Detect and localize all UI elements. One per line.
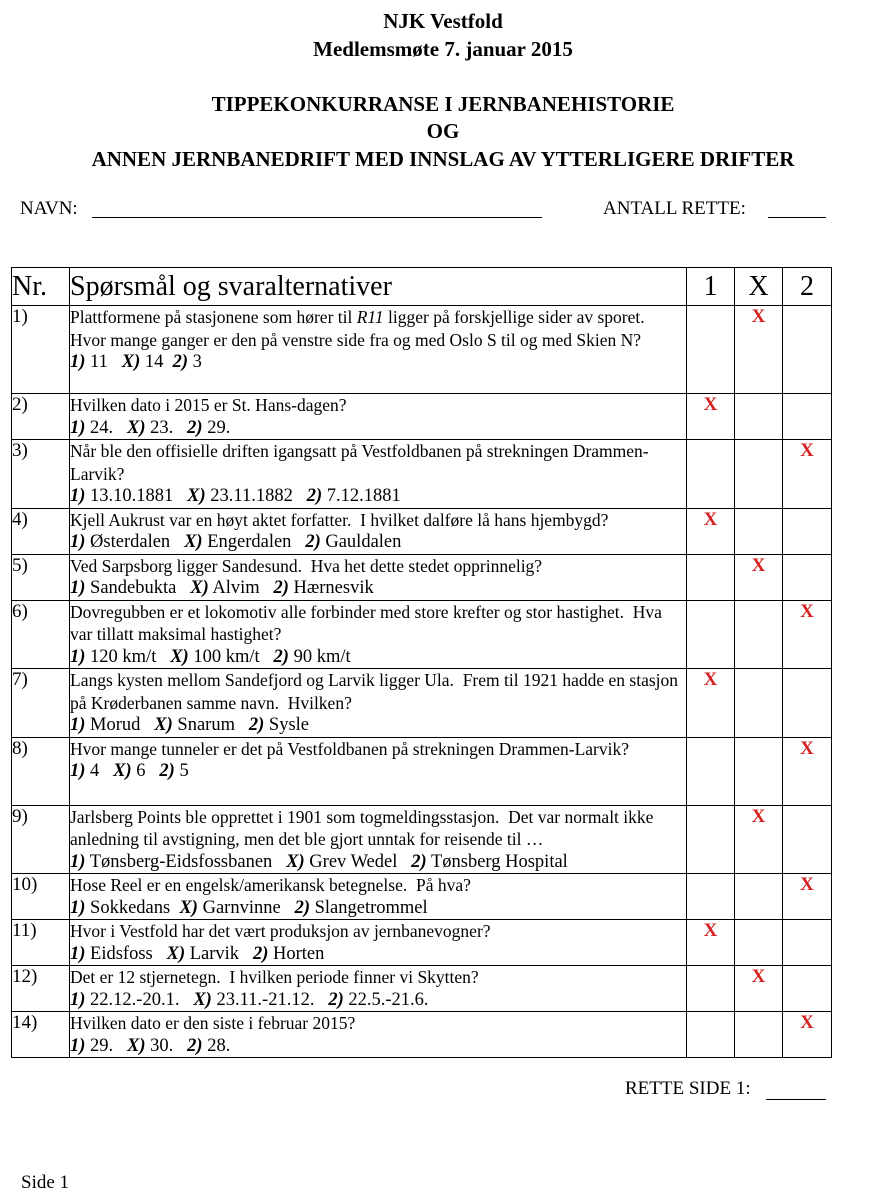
answer-box-x[interactable] — [735, 920, 783, 966]
answer-options: 1) 29. X) 30. 2) 28. — [70, 1035, 231, 1056]
question-cell — [70, 394, 687, 440]
answer-box-2[interactable] — [783, 508, 832, 554]
question-cell — [70, 600, 687, 669]
answer-box-1[interactable] — [687, 874, 735, 920]
answer-box-x[interactable] — [735, 874, 783, 920]
table-row — [12, 920, 832, 966]
question-number: 12) — [12, 966, 70, 1012]
table-row — [12, 600, 832, 669]
answer-box-2[interactable] — [783, 669, 832, 738]
question-text: Jarlsberg Points ble opprettet i 1901 som togmeldingsstasjon. Det var normalt ikke anledning til avstigning, men det ble gjort unntak for reisende til … — [70, 806, 654, 849]
score-label: ANTALL RETTE: — [603, 198, 746, 219]
answer-box-2[interactable] — [783, 600, 832, 669]
header-nr: Nr. — [12, 268, 70, 306]
question-number: 7) — [12, 669, 70, 738]
question-text: Ved Sarpsborg ligger Sandesund. Hva het dette stedet opprinnelig? — [70, 555, 543, 576]
selected-answer-mark: X — [800, 600, 814, 622]
answer-box-1[interactable] — [687, 805, 735, 874]
answer-options: 1) Eidsfoss X) Larvik 2) Horten — [70, 943, 325, 964]
answer-options: 1) Tønsberg-Eidsfossbanen X) Grev Wedel 2) Tønsberg Hospital — [70, 851, 568, 872]
answer-options: 1) Sandebukta X) Alvim 2) Hærnesvik — [70, 578, 374, 598]
question-cell — [70, 737, 687, 805]
answer-options: 1) 120 km/t X) 100 km/t 2) 90 km/t — [70, 646, 351, 667]
question-text: Det er 12 stjernetegn. I hvilken periode finner vi Skytten? — [70, 967, 479, 987]
table-header-row — [12, 268, 832, 306]
answer-options: 1) Østerdalen X) Engerdalen 2) Gauldalen — [70, 532, 402, 552]
answer-box-2[interactable] — [783, 966, 832, 1012]
question-number: 3) — [12, 440, 70, 509]
answer-box-x[interactable] — [735, 1012, 783, 1058]
question-text: Hvor mange tunneler er det på Vestfoldbanen på strekningen Drammen-Larvik? — [70, 738, 629, 759]
organization-title: NJK Vestfold — [383, 9, 503, 33]
answer-box-x[interactable] — [735, 966, 783, 1012]
answer-options: 1) 13.10.1881 X) 23.11.1882 2) 7.12.1881 — [70, 486, 401, 506]
table-row — [12, 1012, 832, 1058]
page-number: Side 1 — [21, 1172, 70, 1193]
answer-box-2[interactable] — [783, 805, 832, 874]
question-text: Langs kysten mellom Sandefjord og Larvik ligger Ula. Frem til 1921 hadde en stasjon på Krøderbanen samme navn. Hvilken? — [70, 670, 679, 713]
header-option-1: 1 — [687, 268, 735, 306]
answer-box-2[interactable] — [783, 920, 832, 966]
question-text: Hvilken dato er den siste i februar 2015? — [70, 1013, 356, 1033]
answer-box-1[interactable] — [687, 669, 735, 738]
selected-answer-mark: X — [751, 966, 766, 987]
answer-box-2[interactable] — [783, 874, 832, 920]
answer-box-x[interactable] — [735, 306, 783, 394]
meeting-subtitle: Medlemsmøte 7. januar 2015 — [313, 37, 573, 61]
question-cell — [70, 306, 687, 394]
answer-box-2[interactable] — [783, 1012, 832, 1058]
question-cell — [70, 554, 687, 600]
answer-box-1[interactable] — [687, 737, 735, 805]
page-score-field[interactable] — [766, 1098, 826, 1100]
question-number: 14) — [12, 1012, 70, 1058]
question-number: 5) — [12, 554, 70, 600]
answer-box-x[interactable] — [735, 508, 783, 554]
selected-answer-mark: X — [703, 920, 718, 941]
header-option-x: X — [735, 268, 783, 306]
question-text: Dovregubben er et lokomotiv alle forbinder med store krefter og stor hastighet. Hva var tillatt maksimal hastighet? — [70, 601, 662, 644]
question-text: Hvilken dato i 2015 er St. Hans-dagen? — [70, 395, 347, 415]
question-number: 10) — [12, 874, 70, 920]
question-text: Hvor i Vestfold har det vært produksjon av jernbanevogner? — [70, 921, 491, 941]
question-text: Når ble den offisielle driften igangsatt på Vestfoldbanen på strekningen Drammen-Larvik? — [70, 441, 649, 484]
question-text: Hose Reel er en engelsk/amerikansk betegnelse. På hva? — [70, 875, 471, 895]
question-number: 6) — [12, 600, 70, 669]
question-text: Plattformene på stasjonene som hører til R11 ligger på forskjellige sider av sporet. Hvor mange ganger er den på venstre side fra og med Oslo S til og med Skien N? — [70, 307, 649, 350]
title-line-3: ANNEN JERNBANEDRIFT MED INNSLAG AV YTTERLIGERE DRIFTER — [91, 147, 795, 171]
selected-answer-mark: X — [751, 306, 766, 327]
table-row — [12, 306, 832, 394]
answer-options: 1) 22.12.-20.1. X) 23.11.-21.12. 2) 22.5.-21.6. — [70, 989, 429, 1010]
answer-box-x[interactable] — [735, 440, 783, 509]
score-field[interactable] — [768, 216, 826, 218]
name-label: NAVN: — [20, 198, 78, 219]
answer-box-x[interactable] — [735, 737, 783, 805]
question-cell — [70, 805, 687, 874]
table-row — [12, 669, 832, 738]
page-score-label: RETTE SIDE 1: — [625, 1078, 751, 1099]
answer-box-1[interactable] — [687, 306, 735, 394]
answer-options: 1) 24. X) 23. 2) 29. — [70, 417, 231, 438]
selected-answer-mark: X — [703, 669, 718, 690]
table-row — [12, 805, 832, 874]
question-cell — [70, 508, 687, 554]
selected-answer-mark: X — [800, 440, 814, 461]
selected-answer-mark: X — [800, 874, 814, 895]
question-number: 1) — [12, 306, 70, 394]
header-question: Spørsmål og svaralternativer — [70, 268, 687, 306]
selected-answer-mark: X — [751, 554, 766, 576]
question-cell — [70, 874, 687, 920]
answer-box-x[interactable] — [735, 394, 783, 440]
selected-answer-mark: X — [800, 737, 814, 759]
answer-box-1[interactable] — [687, 440, 735, 509]
question-cell — [70, 966, 687, 1012]
question-text: Kjell Aukrust var en høyt aktet forfatter. I hvilket dalføre lå hans hjembygd? — [70, 509, 609, 530]
answer-box-x[interactable] — [735, 600, 783, 669]
question-number: 4) — [12, 508, 70, 554]
question-cell — [70, 669, 687, 738]
selected-answer-mark: X — [800, 1012, 814, 1033]
answer-options: 1) Sokkedans X) Garnvinne 2) Slangetrommel — [70, 897, 428, 918]
header-option-2: 2 — [783, 268, 832, 306]
question-number: 11) — [12, 920, 70, 966]
answer-box-2[interactable] — [783, 737, 832, 805]
answer-box-1[interactable] — [687, 600, 735, 669]
answer-box-1[interactable] — [687, 1012, 735, 1058]
answer-box-2[interactable] — [783, 554, 832, 600]
table-row — [12, 874, 832, 920]
answer-box-x[interactable] — [735, 554, 783, 600]
table-row — [12, 508, 832, 554]
title-line-2: OG — [426, 119, 460, 143]
selected-answer-mark: X — [703, 394, 718, 415]
answer-box-2[interactable] — [783, 306, 832, 394]
question-cell — [70, 1012, 687, 1058]
answer-box-x[interactable] — [735, 669, 783, 738]
question-cell — [70, 920, 687, 966]
quiz-table — [11, 267, 832, 1058]
title-line-1: TIPPEKONKURRANSE I JERNBANEHISTORIE — [211, 92, 675, 116]
answer-box-1[interactable] — [687, 920, 735, 966]
answer-box-1[interactable] — [687, 966, 735, 1012]
answer-box-2[interactable] — [783, 440, 832, 509]
name-field[interactable] — [92, 216, 542, 218]
answer-box-1[interactable] — [687, 394, 735, 440]
answer-box-2[interactable] — [783, 394, 832, 440]
question-number: 2) — [12, 394, 70, 440]
answer-options: 1) 11 X) 14 2) 3 — [70, 352, 202, 372]
answer-options: 1) 4 X) 6 2) 5 — [70, 761, 189, 781]
table-row — [12, 737, 832, 805]
answer-box-1[interactable] — [687, 508, 735, 554]
question-number: 8) — [12, 737, 70, 805]
selected-answer-mark: X — [703, 508, 718, 530]
selected-answer-mark: X — [751, 805, 766, 827]
table-row — [12, 966, 832, 1012]
answer-box-x[interactable] — [735, 805, 783, 874]
table-row — [12, 394, 832, 440]
question-number: 9) — [12, 805, 70, 874]
question-cell — [70, 440, 687, 509]
table-row — [12, 554, 832, 600]
table-row — [12, 440, 832, 509]
answer-box-1[interactable] — [687, 554, 735, 600]
answer-options: 1) Morud X) Snarum 2) Sysle — [70, 715, 309, 735]
